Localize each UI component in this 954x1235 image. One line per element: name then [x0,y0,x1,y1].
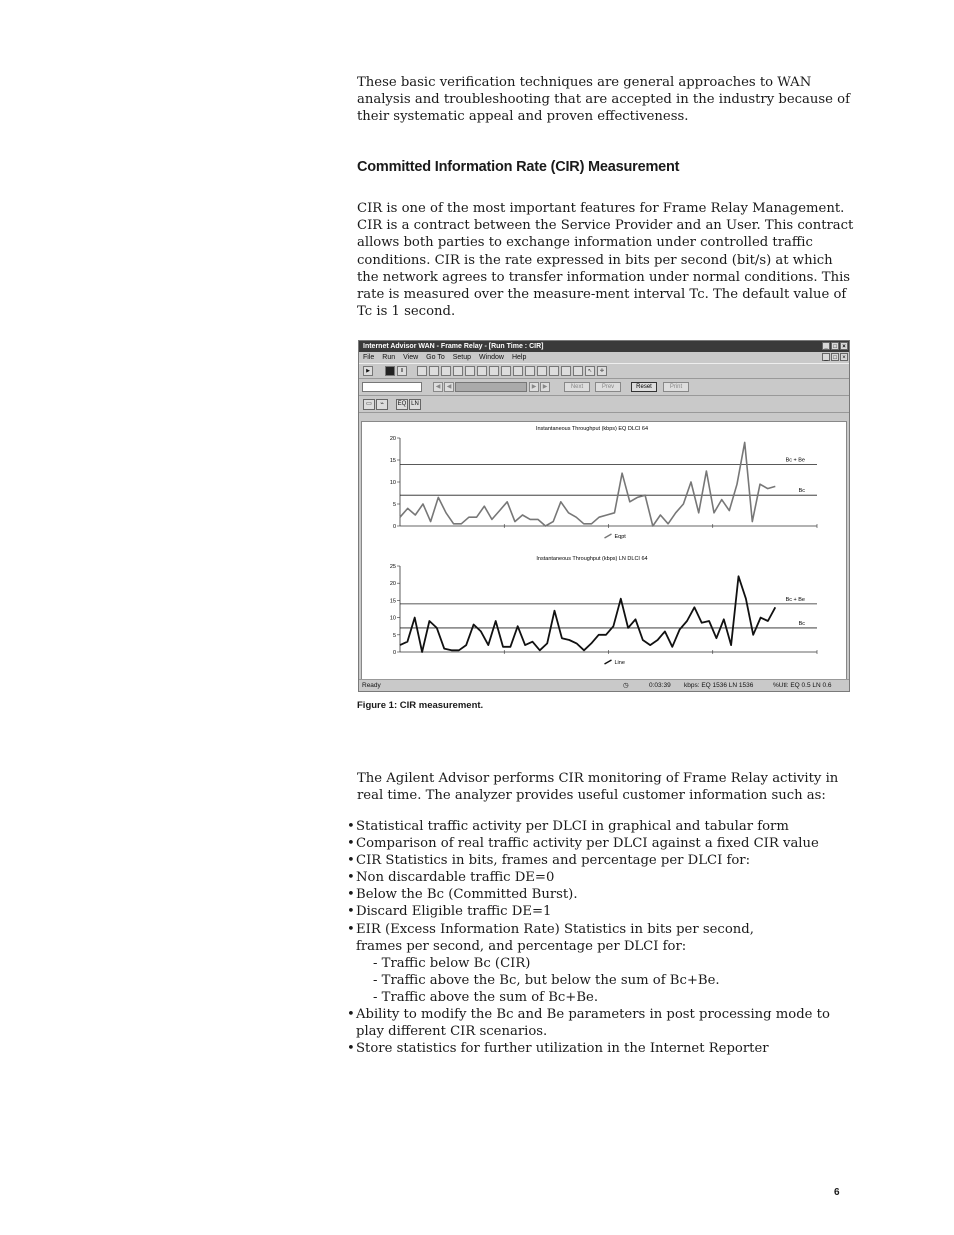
menu-bar [359,352,849,363]
window-titlebar [359,341,849,352]
y-tick-label: 5 [392,632,396,639]
y-tick-label: 20 [389,581,396,588]
status-util: %Utl: EQ 0.5 LN 0.6 [773,682,832,689]
grid-icon[interactable] [477,366,487,376]
list-subitem: - Traffic above the Bc, but below the sum of Bc+Be. [373,972,720,988]
next-icon[interactable]: ▶ [529,382,539,392]
run-icon[interactable]: ▶ [363,366,373,376]
table-icon[interactable] [429,366,439,376]
chart1-ref-label-bcbe: Bc + Be [785,457,805,464]
feature-list [347,818,867,1057]
tab-eq[interactable]: EQ [396,399,408,410]
y-tick-label: 0 [392,650,396,656]
app-window-screenshot [358,340,850,692]
next-button[interactable]: Next [564,382,590,392]
chart-icon[interactable] [417,366,427,376]
decode-icon[interactable] [453,366,463,376]
reset-button[interactable]: Reset [631,382,657,392]
maximize-icon[interactable]: □ [831,342,839,350]
pencil-icon [605,534,612,538]
intro-paragraph: These basic verification techniques are general approaches to WAN analysis and troubleshooting that are accepted in the industry because of their systematic appeal and proven effectiveness. [357,75,850,125]
section-heading: Committed Information Rate (CIR) Measurement [357,159,680,175]
child-maximize-icon[interactable]: □ [831,353,839,361]
filter-icon[interactable] [489,366,499,376]
clock-icon: ◷ [623,682,629,689]
list-item: • EIR (Excess Information Rate) Statistics in bits per second, [347,921,754,937]
menu-help[interactable]: Help [511,354,527,361]
stop-icon[interactable] [385,366,395,376]
y-tick-label: 0 [392,524,396,530]
pause-icon[interactable]: II [397,366,407,376]
status-time: 0:03:39 [649,682,671,689]
status-ready: Ready [362,682,381,689]
list-item: • CIR Statistics in bits, frames and percentage per DLCI for: [347,853,751,869]
y-tick-label: 15 [389,458,396,464]
list-subitem: - Traffic above the sum of Bc+Be. [373,989,599,1005]
time-slider[interactable] [455,382,527,392]
list-item: • Below the Bc (Committed Burst). [347,887,578,903]
advisor-paragraph: The Agilent Advisor performs CIR monitoring of Frame Relay activity in real time. The analyzer provides useful customer information such as: [357,771,839,804]
print-button[interactable]: Print [663,382,689,392]
chart2-legend: Line [614,660,625,666]
chart2-ref-label-bc: Bc [798,620,805,627]
text-view-icon[interactable]: ▭ [363,399,375,410]
position-field[interactable] [362,382,422,392]
chart1-ref-label-bc: Bc [798,488,805,495]
view-tabs [359,396,849,413]
list-item: • Ability to modify the Bc and Be parameters in post processing mode to [347,1007,830,1023]
y-tick-label: 10 [389,480,396,486]
list-item: • Statistical traffic activity per DLCI in graphical and tabular form [347,819,789,834]
chart1-title: Instantaneous Throughput (kbps) EQ DLCI 64 [535,426,649,432]
y-tick-label: 15 [389,598,396,605]
first-icon[interactable]: ◀ [433,382,443,392]
y-tick-label: 20 [389,436,396,442]
cir-icon[interactable] [537,366,547,376]
page-number: 6 [834,1187,840,1198]
menu-window[interactable]: Window [479,354,504,361]
status-bar [359,679,849,691]
list-item-continuation: frames per second, and percentage per DLCI for: [356,938,687,954]
arrow-icon[interactable]: ↖ [585,366,595,376]
list-item: • Discard Eligible traffic DE=1 [347,904,552,920]
list-subitem: - Traffic below Bc (CIR) [373,955,531,971]
pencil-icon [605,660,612,664]
heart-icon[interactable] [525,366,535,376]
cir-paragraph: CIR is one of the most important features for Frame Relay Management. CIR is a contract between the Service Provider and an User. This contract allows both parties to exchange information under controlled traffic conditions. CIR is the rate expressed in bits per second (bit/s) at which the network agrees to transfer information under normal conditions. This rate is measured over the measure-ment interval Tc. The default value of Tc is 1 second. [357,201,854,320]
export-icon[interactable] [573,366,583,376]
plot-area [361,421,847,681]
prev-button[interactable]: Prev [595,382,621,392]
main-toolbar [359,363,849,379]
chart2-series-line [400,576,775,652]
trigger-icon[interactable] [513,366,523,376]
stats-icon[interactable] [465,366,475,376]
child-minimize-icon[interactable]: _ [822,353,830,361]
last-icon[interactable]: ▶ [540,382,550,392]
list-icon[interactable] [441,366,451,376]
print-icon[interactable] [561,366,571,376]
prev-icon[interactable]: ◀ [444,382,454,392]
minimize-icon[interactable]: _ [822,342,830,350]
menu-view[interactable]: View [403,354,419,361]
list-item: • Comparison of real traffic activity per DLCI against a fixed CIR value [347,836,819,852]
report-icon[interactable] [549,366,559,376]
chart1-series-line [400,442,775,526]
list-item: • Non discardable traffic DE=0 [347,870,555,886]
chart2-title: Instantaneous Throughput (kbps) LN DLCI 64 [536,556,648,562]
menu-run[interactable]: Run [382,354,396,361]
graph-view-icon[interactable]: ⌁ [376,399,388,410]
window-title: Internet Advisor WAN - Frame Relay - [Run Time : CIR] [363,343,544,350]
child-close-icon[interactable]: × [840,353,848,361]
capture-icon[interactable] [501,366,511,376]
status-kbps: kbps: EQ 1536 LN 1536 [684,682,754,689]
y-tick-label: 25 [389,564,396,570]
chart2-ref-label-bcbe: Bc + Be [785,596,805,603]
figure-caption: Figure 1: CIR measurement. [357,700,484,711]
close-icon[interactable]: × [840,342,848,350]
charts-svg [362,422,846,680]
menu-file[interactable]: File [363,354,375,361]
list-item-continuation: play different CIR scenarios. [356,1024,548,1040]
menu-goto[interactable]: Go To [426,354,445,361]
tab-ln[interactable]: LN [409,399,421,410]
y-tick-label: 5 [392,502,396,508]
cross-icon[interactable]: ✛ [597,366,607,376]
chart1-legend: Eqpt [614,534,626,540]
navigation-toolbar [359,379,849,396]
y-tick-label: 10 [389,615,396,622]
list-item: • Store statistics for further utilization in the Internet Reporter [347,1041,769,1057]
menu-setup[interactable]: Setup [452,354,472,361]
